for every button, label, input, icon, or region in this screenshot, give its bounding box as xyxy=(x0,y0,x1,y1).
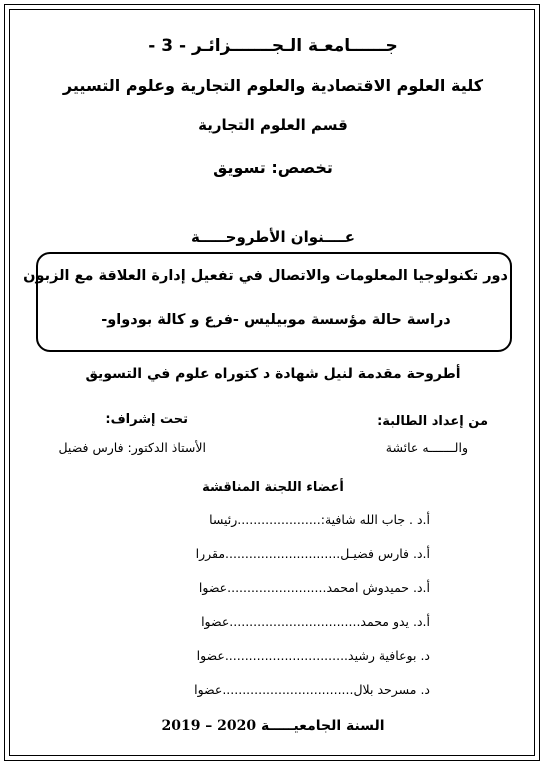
committee-member: أ.د. فارس فضيـل.............................مقررا xyxy=(195,546,430,561)
thesis-title-line2: دراسة حالة مؤسسة موبيليس -فرع و كالة بودواو- xyxy=(101,312,451,328)
university-name: جــــــامعـة الـجـــــــزائـر - 3 - xyxy=(148,36,398,56)
committee-member: أ.د . جاب الله شافية:.....................رئيسا xyxy=(209,512,430,527)
academic-year-range: 2019 – 2020 xyxy=(161,718,257,734)
department-name: قسم العلوم التجارية xyxy=(198,116,348,134)
supervisor-name: الأستاذ الدكتور: فارس فضيل xyxy=(58,440,206,455)
committee-member: أ.د. يدو محمد.................................عضوا xyxy=(201,614,430,629)
academic-year-label: السنة الجامعيـــــة xyxy=(261,718,385,734)
academic-year xyxy=(20,718,526,734)
thesis-title-label: عــــنوان الأطروحـــــة xyxy=(190,228,356,246)
student-name: والـــــــه عائشة xyxy=(385,440,468,455)
specialty: تخصص: تسويق xyxy=(213,158,333,177)
committee-title: أعضاء اللجنة المناقشة xyxy=(202,480,344,495)
committee-member: د. مسرحد بلال.................................عضوا xyxy=(194,682,430,697)
committee-member: د. بوعافية رشيد...............................عضوا xyxy=(196,648,430,663)
committee-member: أ.د. حميدوش امحمد.........................عضوا xyxy=(198,580,430,595)
thesis-title-line1: دور تكنولوجيا المعلومات والاتصال في تفعيل إدارة العلاقة مع الزبون xyxy=(23,268,508,284)
student-label: من إعداد الطالبة: xyxy=(377,414,488,429)
faculty-name: كلية العلوم الاقتصادية والعلوم التجارية وعلوم التسيير xyxy=(62,76,484,95)
degree-statement: أطروحة مقدمة لنيل شهادة د كتوراه علوم في التسويق xyxy=(85,366,461,382)
thesis-title-box xyxy=(23,252,512,352)
supervisor-label: تحت إشراف: xyxy=(105,412,188,427)
